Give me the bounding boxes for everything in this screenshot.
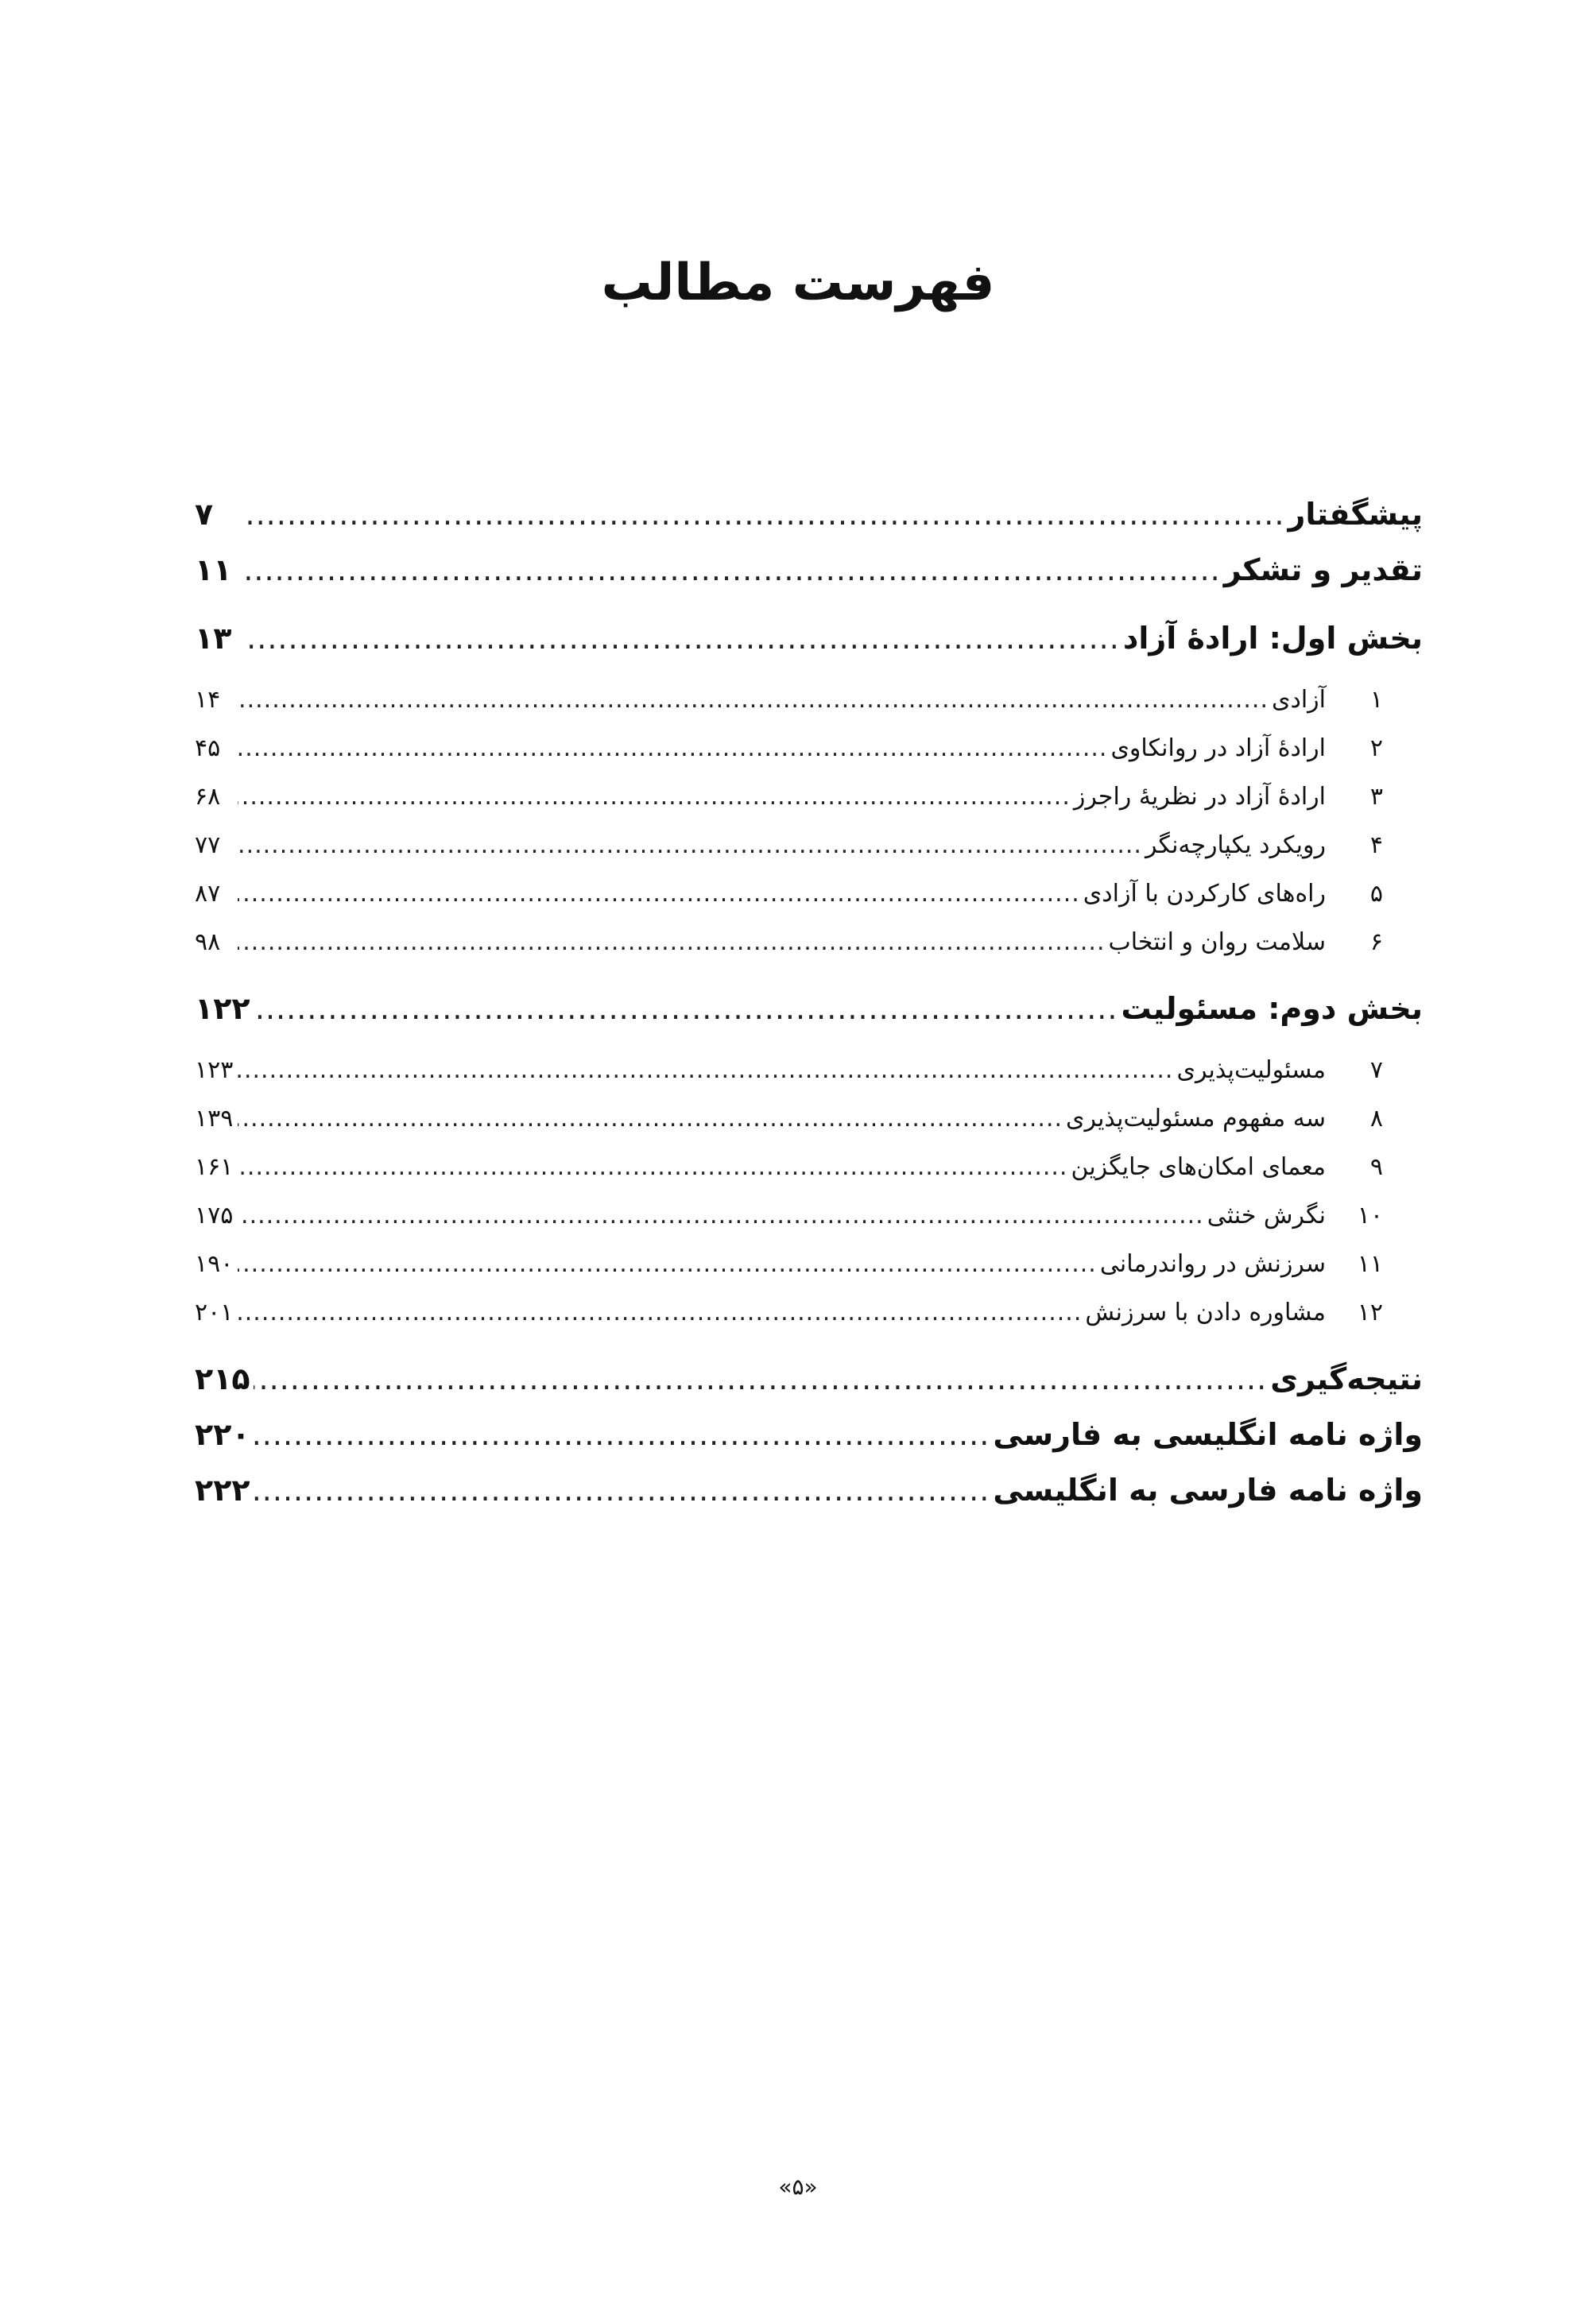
dot-leader bbox=[238, 821, 1142, 869]
chapter-title: مشاوره دادن با سرزنش bbox=[1085, 1299, 1326, 1326]
chapter-page: ۴۵ bbox=[195, 734, 221, 762]
chapter-page: ۷۷ bbox=[195, 831, 221, 859]
toc-entry-page: ۲۱۵ bbox=[195, 1361, 250, 1396]
toc-part-label: بخش اول: ارادۀ آزاد bbox=[1122, 621, 1423, 656]
chapter-number: ۳ bbox=[1369, 783, 1383, 811]
dot-leader bbox=[238, 772, 1071, 821]
toc-chapter[interactable] bbox=[195, 676, 1383, 724]
chapter-number: ۲ bbox=[1369, 734, 1383, 762]
toc-entry-label: نتیجه‌گیری bbox=[1270, 1361, 1423, 1396]
chapter-title: ارادۀ آزاد در نظریۀ راجرز bbox=[1073, 783, 1326, 811]
toc-chapter[interactable] bbox=[195, 1094, 1383, 1143]
dot-leader bbox=[254, 1407, 990, 1462]
toc-chapter[interactable] bbox=[195, 869, 1383, 918]
toc-entry-label: واژه نامه انگلیسی به فارسی bbox=[993, 1417, 1423, 1452]
toc-chapter[interactable] bbox=[195, 1046, 1383, 1094]
toc-entry-preface[interactable] bbox=[195, 486, 1423, 542]
toc-entry-conclusion[interactable] bbox=[195, 1351, 1423, 1407]
chapter-title: سه مفهوم مسئولیت‌پذیری bbox=[1066, 1105, 1326, 1133]
chapter-page: ۸۷ bbox=[195, 880, 221, 908]
chapter-number: ۹ bbox=[1369, 1153, 1383, 1181]
chapter-page: ۹۸ bbox=[195, 928, 221, 956]
dot-leader bbox=[254, 1462, 990, 1518]
toc-part-page: ۱۲۲ bbox=[195, 991, 250, 1026]
chapter-title: رویکرد یکپارچه‌نگر bbox=[1145, 831, 1326, 859]
toc-part-2[interactable] bbox=[195, 981, 1423, 1036]
part-1-chapters bbox=[195, 676, 1383, 966]
chapter-page: ۱۷۵ bbox=[195, 1202, 234, 1229]
chapter-title: ارادۀ آزاد در روانکاوی bbox=[1110, 734, 1326, 762]
chapter-number: ۷ bbox=[1369, 1056, 1383, 1084]
toc-part-label: بخش دوم: مسئولیت bbox=[1121, 991, 1423, 1026]
toc-part-1[interactable] bbox=[195, 610, 1423, 666]
dot-leader bbox=[238, 1240, 1097, 1288]
chapter-page: ۱۴ bbox=[195, 686, 221, 714]
toc-entry-page: ۲۲۲ bbox=[195, 1473, 250, 1508]
chapter-page: ۶۸ bbox=[195, 783, 221, 811]
dot-leader bbox=[238, 724, 1107, 772]
part-2-chapters bbox=[195, 1046, 1383, 1337]
toc-entry-label: پیشگفتار bbox=[1288, 497, 1423, 532]
chapter-title: سلامت روان و انتخاب bbox=[1108, 928, 1326, 956]
toc-chapter[interactable] bbox=[195, 918, 1383, 966]
toc-chapter[interactable] bbox=[195, 724, 1383, 772]
chapter-title: آزادی bbox=[1272, 686, 1326, 714]
toc-entry-page: ۲۲۰ bbox=[195, 1417, 250, 1452]
dot-leader bbox=[238, 869, 1080, 918]
dot-leader bbox=[238, 1288, 1082, 1337]
chapter-page: ۲۰۱ bbox=[195, 1299, 234, 1326]
toc-chapter[interactable] bbox=[195, 772, 1383, 821]
dot-leader bbox=[238, 1143, 1067, 1191]
page-number: «۵» bbox=[778, 2174, 818, 2200]
chapter-page: ۱۹۰ bbox=[195, 1250, 234, 1278]
chapter-number: ۱۰ bbox=[1357, 1202, 1383, 1229]
dot-leader bbox=[246, 486, 1284, 542]
chapter-title: معمای امکان‌های جایگزین bbox=[1071, 1153, 1326, 1181]
toc-entry-glossary-en-fa[interactable] bbox=[195, 1407, 1423, 1462]
toc-chapter[interactable] bbox=[195, 1143, 1383, 1191]
dot-leader bbox=[238, 1046, 1173, 1094]
toc-entry-glossary-fa-en[interactable] bbox=[195, 1462, 1423, 1518]
toc-entry-label: واژه نامه فارسی به انگلیسی bbox=[993, 1473, 1423, 1508]
dot-leader bbox=[238, 1191, 1204, 1240]
chapter-page: ۱۳۹ bbox=[195, 1105, 234, 1133]
toc-chapter[interactable] bbox=[195, 1288, 1383, 1337]
table-of-contents bbox=[195, 486, 1423, 1518]
chapter-page: ۱۲۳ bbox=[195, 1056, 234, 1084]
dot-leader bbox=[246, 542, 1221, 598]
dot-leader bbox=[254, 1351, 1268, 1407]
toc-entry-page: ۱۱ bbox=[195, 552, 232, 587]
toc-entry-page: ۷ bbox=[195, 497, 214, 532]
dot-leader bbox=[238, 676, 1269, 724]
page-title: فهرست مطالب bbox=[601, 254, 995, 312]
chapter-title: سرزنش در رواندرمانی bbox=[1099, 1250, 1326, 1278]
toc-chapter[interactable] bbox=[195, 1191, 1383, 1240]
toc-entry-acknowledgements[interactable] bbox=[195, 542, 1423, 598]
chapter-title: راه‌های کارکردن با آزادی bbox=[1083, 880, 1326, 908]
chapter-title: نگرش خنثی bbox=[1207, 1202, 1326, 1229]
chapter-number: ۵ bbox=[1369, 880, 1383, 908]
dot-leader bbox=[238, 918, 1106, 966]
chapter-number: ۸ bbox=[1369, 1105, 1383, 1133]
chapter-number: ۱۱ bbox=[1357, 1250, 1383, 1278]
dot-leader bbox=[254, 981, 1118, 1036]
toc-part-page: ۱۳ bbox=[195, 621, 232, 656]
chapter-number: ۱۲ bbox=[1357, 1299, 1383, 1326]
dot-leader bbox=[246, 610, 1120, 666]
toc-chapter[interactable] bbox=[195, 1240, 1383, 1288]
chapter-number: ۶ bbox=[1369, 928, 1383, 956]
toc-chapter[interactable] bbox=[195, 821, 1383, 869]
chapter-number: ۱ bbox=[1369, 686, 1383, 714]
chapter-number: ۴ bbox=[1369, 831, 1383, 859]
chapter-page: ۱۶۱ bbox=[195, 1153, 234, 1181]
chapter-title: مسئولیت‌پذیری bbox=[1176, 1056, 1326, 1084]
dot-leader bbox=[238, 1094, 1063, 1143]
toc-entry-label: تقدیر و تشکر bbox=[1223, 552, 1423, 587]
